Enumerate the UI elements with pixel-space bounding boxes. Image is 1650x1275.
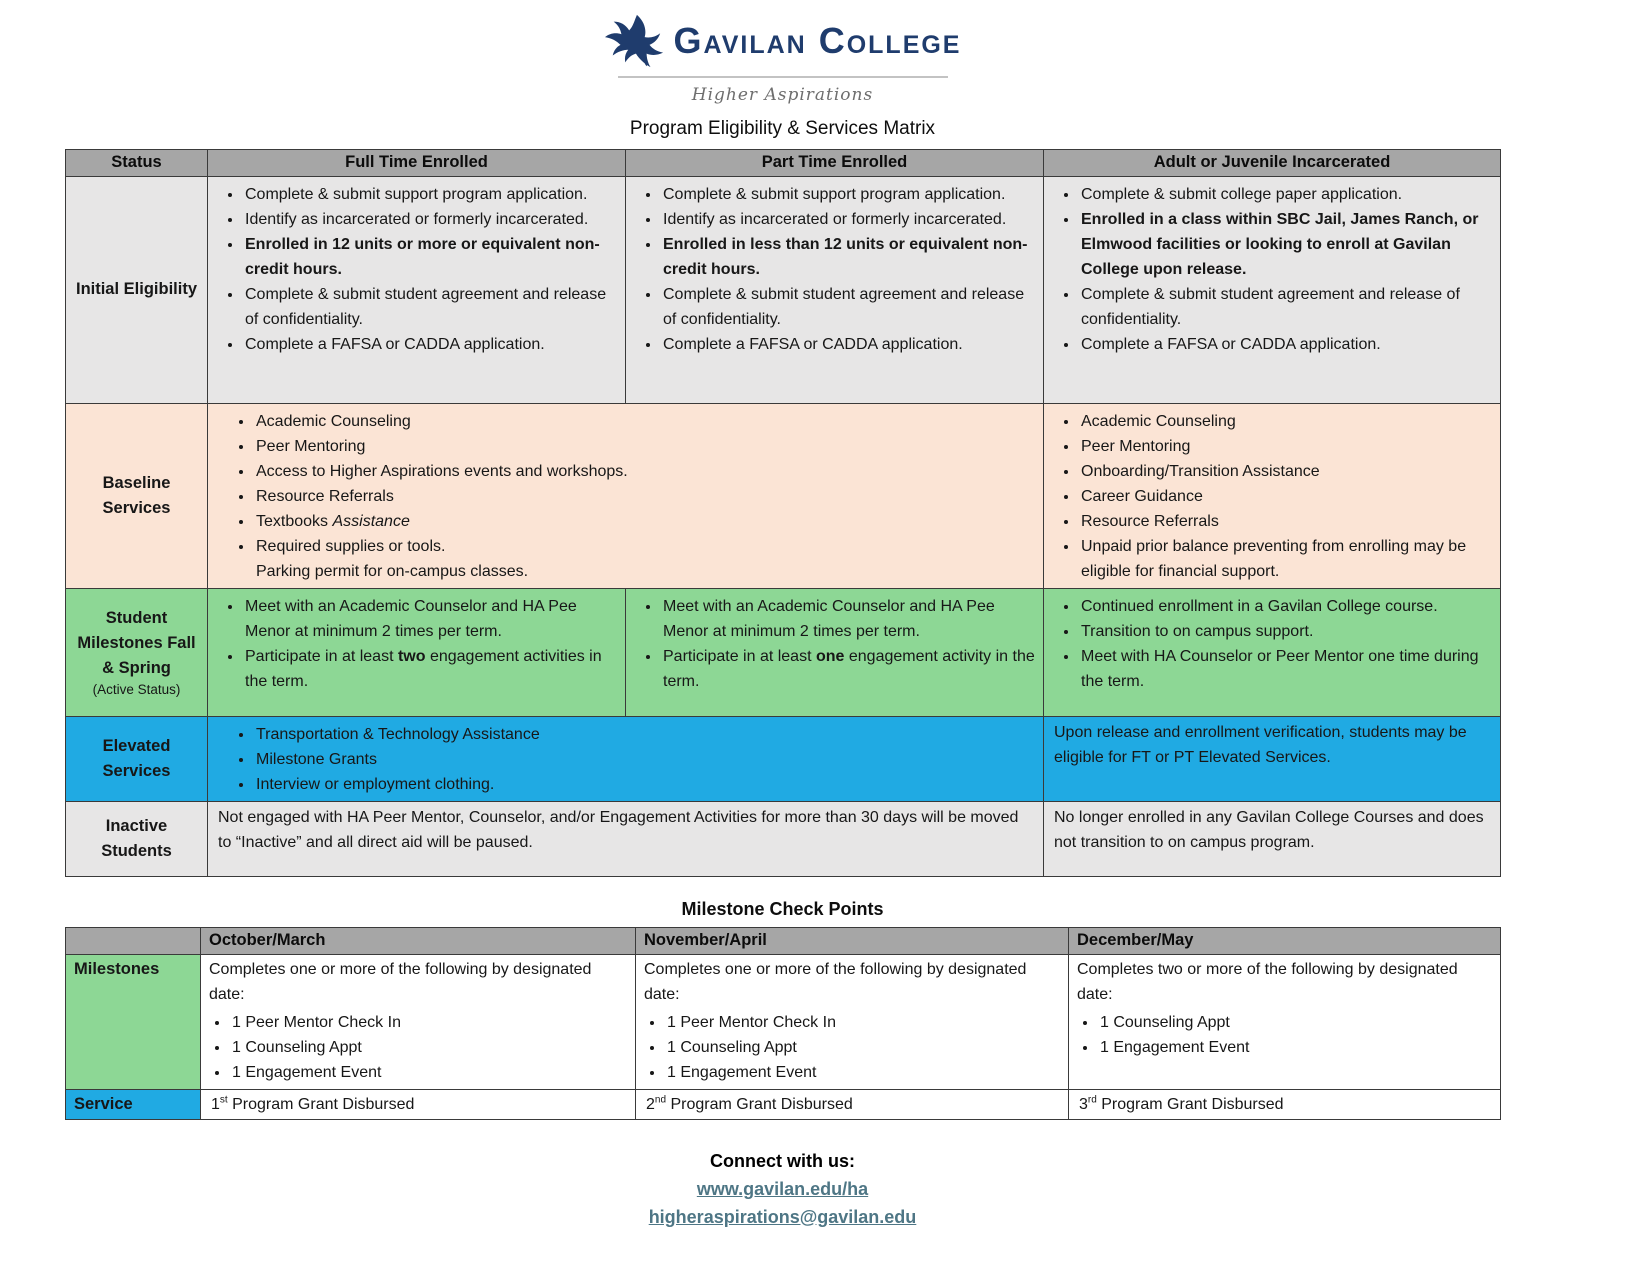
row-label-initial-eligibility: Initial Eligibility <box>66 176 208 403</box>
cell-baseline-incarcerated <box>1044 403 1501 588</box>
cell-elevated-enrolled <box>208 716 1044 801</box>
row-inactive-students <box>66 801 1501 876</box>
page-title: Program Eligibility & Services Matrix <box>629 117 936 139</box>
bullet-item: • Resource Referrals <box>254 484 1035 509</box>
row-label-student-milestones: Student Milestones Fall & Spring (Active Status) <box>66 588 208 716</box>
column-header-part-time: Part Time Enrolled <box>626 149 1044 176</box>
bullet-item: • 1 Engagement Event <box>1098 1035 1492 1060</box>
checkpoints-title: Milestone Check Points <box>681 898 884 919</box>
row-baseline-services <box>66 403 1501 588</box>
cell-inactive-incarcerated: No longer enrolled in any Gavilan College Courses and does not transition to on campus program. <box>1044 801 1501 876</box>
bullet-item: • Participate in at least two engagement activities in the term. <box>243 644 617 694</box>
bullet-item: • Meet with HA Counselor or Peer Mentor one time during the term. <box>1079 644 1492 694</box>
bullet-item: • 1 Engagement Event <box>665 1060 1060 1085</box>
bullet-item: • Complete a FAFSA or CADDA application. <box>1079 332 1492 357</box>
bullet-item: • Complete a FAFSA or CADDA application. <box>661 332 1035 357</box>
brand-header <box>65 0 1500 140</box>
bullet-item: • Complete & submit student agreement and release of confidentiality. <box>1079 282 1492 332</box>
bullet-item: • Enrolled in a class within SBC Jail, James Ranch, or Elmwood facilities or looking to enroll at Gavilan College upon release. <box>1079 207 1492 282</box>
website-link[interactable]: www.gavilan.edu/ha <box>696 1178 869 1199</box>
bullet-item: • Transportation & Technology Assistance <box>254 722 1035 747</box>
column-header-november-april: November/April <box>636 927 1069 954</box>
bullet-item: • 1 Peer Mentor Check In <box>230 1010 627 1035</box>
cell-milestones-december-may <box>1069 954 1501 1089</box>
cell-milestones-full-time <box>208 588 626 716</box>
cell-inactive-enrolled: Not engaged with HA Peer Mentor, Counselor, and/or Engagement Activities for more than 30 days will be moved to “Inactive” and all direct aid will be paused. <box>208 801 1044 876</box>
cell-service-october-march: 1st Program Grant Disbursed <box>201 1089 636 1119</box>
row-label-service: Service <box>66 1089 201 1119</box>
row-service-checkpoints <box>66 1089 1501 1119</box>
cell-initial-full-time <box>208 176 626 403</box>
bullet-item: • Access to Higher Aspirations events and workshops. <box>254 459 1035 484</box>
cell-service-november-april: 2nd Program Grant Disbursed <box>636 1089 1069 1119</box>
bullet-item: • 1 Counseling Appt <box>230 1035 627 1060</box>
cell-baseline-enrolled <box>208 403 1044 588</box>
logo-divider <box>618 76 948 78</box>
milestone-intro: Completes two or more of the following by designated date: <box>1077 960 1458 1003</box>
row-elevated-services <box>66 716 1501 801</box>
bullet-item: • Peer Mentoring <box>1079 434 1492 459</box>
college-logo <box>65 10 1500 72</box>
bullet-item: • Complete & submit student agreement and release of confidentiality. <box>661 282 1035 332</box>
page <box>65 0 1500 1231</box>
connect-with-us-label: Connect with us: <box>710 1150 855 1171</box>
bullet-item: • Enrolled in 12 units or more or equivalent non-credit hours. <box>243 232 617 282</box>
checkpoints-header-row <box>66 927 1501 954</box>
bullet-item: • Meet with an Academic Counselor and HA Pee Menor at minimum 2 times per term. <box>661 594 1035 644</box>
bullet-item: • Continued enrollment in a Gavilan College course. <box>1079 594 1492 619</box>
bullet-item: • Required supplies or tools. <box>254 534 1035 559</box>
cell-initial-part-time <box>626 176 1044 403</box>
milestone-intro: Completes one or more of the following by designated date: <box>209 960 592 1003</box>
bullet-item: • Meet with an Academic Counselor and HA Pee Menor at minimum 2 times per term. <box>243 594 617 644</box>
bullet-item: • Complete & submit support program application. <box>661 182 1035 207</box>
bullet-item: • Peer Mentoring <box>254 434 1035 459</box>
bullet-item: • Unpaid prior balance preventing from enrolling may be eligible for financial support. <box>1079 534 1492 584</box>
bullet-item: • Career Guidance <box>1079 484 1492 509</box>
bullet-item: • Onboarding/Transition Assistance <box>1079 459 1492 484</box>
eligibility-matrix-table <box>65 149 1501 877</box>
bullet-item: • Complete a FAFSA or CADDA application. <box>243 332 617 357</box>
bullet-item: • Identify as incarcerated or formerly incarcerated. <box>243 207 617 232</box>
cell-initial-incarcerated <box>1044 176 1501 403</box>
cell-service-december-may: 3rd Program Grant Disbursed <box>1069 1089 1501 1119</box>
bullet-item: • Complete & submit support program application. <box>243 182 617 207</box>
row-initial-eligibility <box>66 176 1501 403</box>
bullet-item: • Participate in at least one engagement activity in the term. <box>661 644 1035 694</box>
column-header-october-march: October/March <box>201 927 636 954</box>
bullet-item: • Academic Counseling <box>254 409 1035 434</box>
bullet-item: • Textbooks Assistance <box>254 509 1035 534</box>
bullet-item: • 1 Engagement Event <box>230 1060 627 1085</box>
bullet-item: • Interview or employment clothing. <box>254 772 1035 797</box>
row-label-inactive-students: Inactive Students <box>66 801 208 876</box>
bullet-continuation: Parking permit for on-campus classes. <box>256 562 529 580</box>
bullet-item: • Resource Referrals <box>1079 509 1492 534</box>
active-status-note: (Active Status) <box>92 681 181 697</box>
bullet-item: • Complete & submit student agreement and release of confidentiality. <box>243 282 617 332</box>
row-label-milestones: Milestones <box>66 954 201 1089</box>
column-header-full-time: Full Time Enrolled <box>208 149 626 176</box>
milestone-checkpoints-table <box>65 927 1501 1120</box>
bullet-item: • Milestone Grants <box>254 747 1035 772</box>
row-student-milestones <box>66 588 1501 716</box>
column-header-incarcerated: Adult or Juvenile Incarcerated <box>1044 149 1501 176</box>
program-tagline: Higher Aspirations <box>691 84 874 105</box>
bullet-item: • Transition to on campus support. <box>1079 619 1492 644</box>
cell-milestones-part-time <box>626 588 1044 716</box>
row-milestones-checkpoints <box>66 954 1501 1089</box>
bullet-item: • Enrolled in less than 12 units or equivalent non-credit hours. <box>661 232 1035 282</box>
milestone-intro: Completes one or more of the following by designated date: <box>644 960 1027 1003</box>
column-header-status: Status <box>66 149 208 176</box>
bullet-item: • Academic Counseling <box>1079 409 1492 434</box>
matrix-header-row <box>66 149 1501 176</box>
row-label-elevated-services: Elevated Services <box>66 716 208 801</box>
checkpoints-corner-cell <box>66 927 201 954</box>
college-name: Gavilan College <box>673 20 962 61</box>
cell-milestones-october-march <box>201 954 636 1089</box>
bullet-item: • Identify as incarcerated or formerly incarcerated. <box>661 207 1035 232</box>
footer <box>65 1147 1500 1231</box>
cell-milestones-november-april <box>636 954 1069 1089</box>
cell-milestones-incarcerated <box>1044 588 1501 716</box>
cell-elevated-incarcerated: Upon release and enrollment verification, students may be eligible for FT or PT Elevated Services. <box>1044 716 1501 801</box>
column-header-december-may: December/May <box>1069 927 1501 954</box>
bullet-item: • 1 Counseling Appt <box>665 1035 1060 1060</box>
email-link[interactable]: higheraspirations@gavilan.edu <box>648 1206 917 1227</box>
bullet-item: • 1 Peer Mentor Check In <box>665 1010 1060 1035</box>
row-label-baseline-services: Baseline Services <box>66 403 208 588</box>
bullet-item: • Complete & submit college paper application. <box>1079 182 1492 207</box>
eagle-logo-icon <box>604 13 666 69</box>
bullet-item: • 1 Counseling Appt <box>1098 1010 1492 1035</box>
